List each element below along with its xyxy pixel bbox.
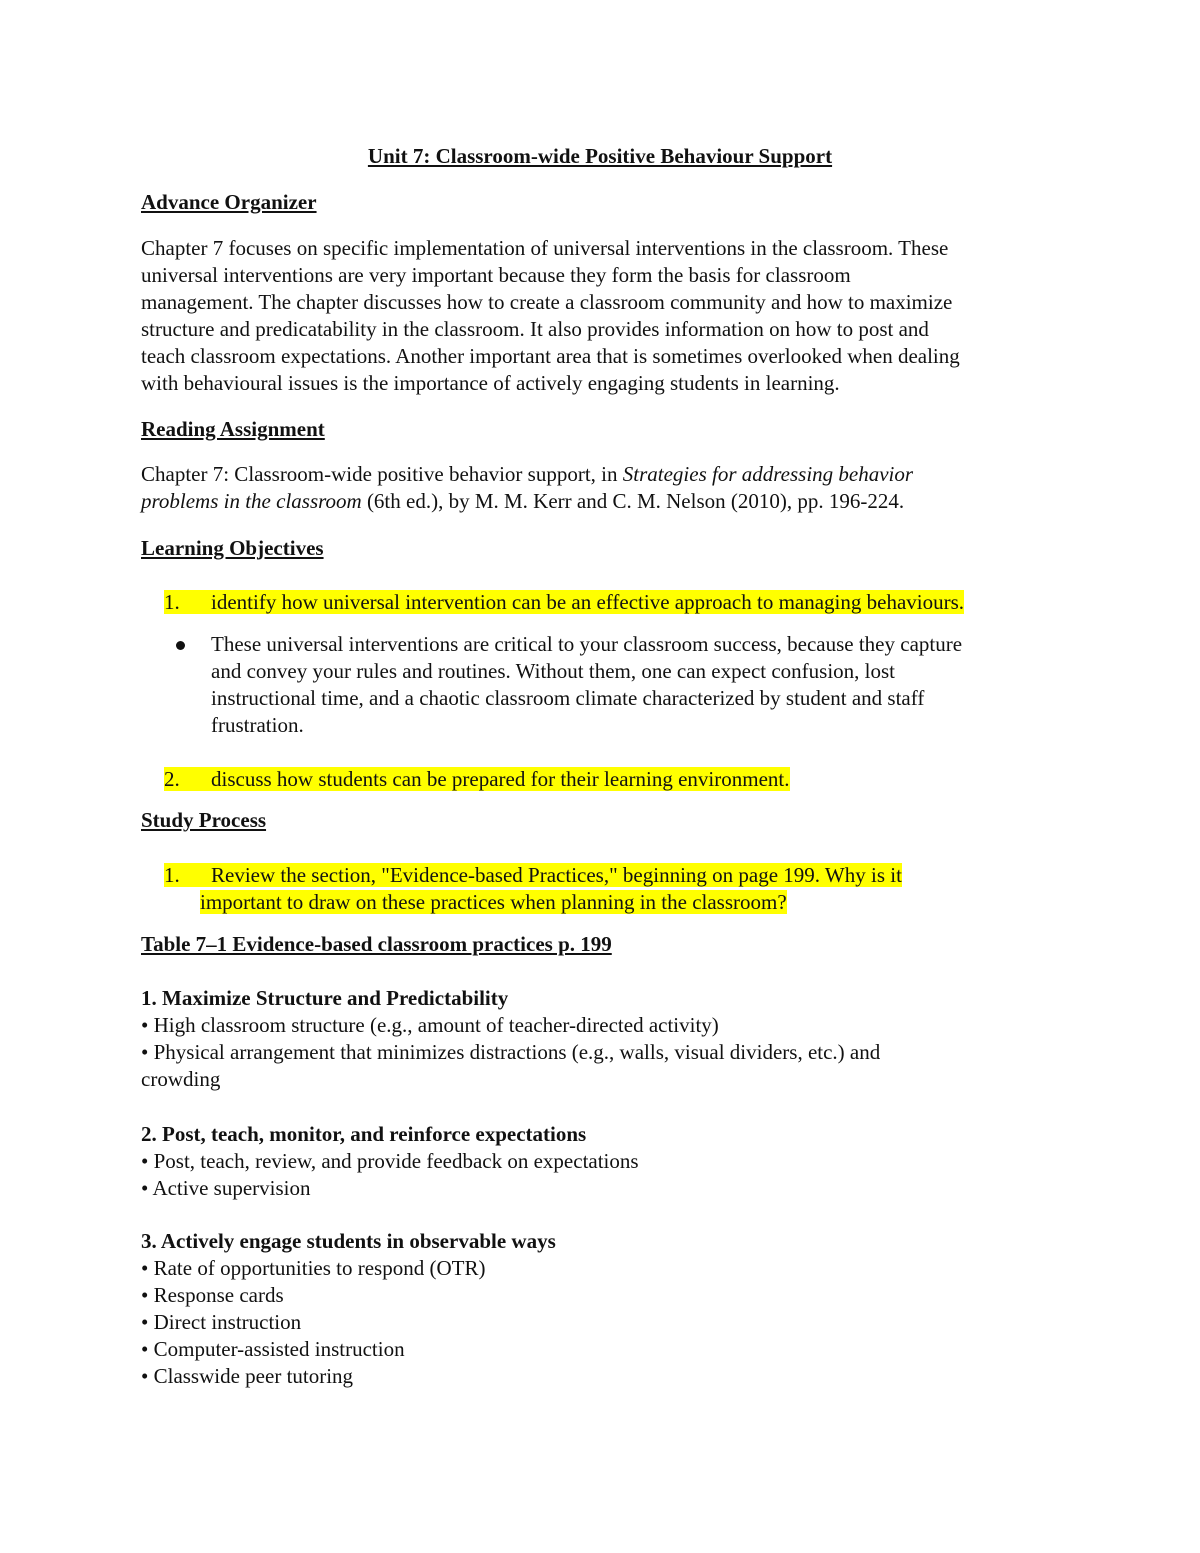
objective-number: 1. — [164, 590, 180, 614]
section-line: • Physical arrangement that minimizes distractions (e.g., walls, visual dividers, etc.) and — [141, 1040, 881, 1064]
paragraph-line: universal interventions are very important because they form the basis for classroom — [141, 263, 851, 287]
section-line: • Classwide peer tutoring — [141, 1364, 354, 1388]
reading-assignment-heading: Reading Assignment — [141, 417, 325, 441]
paragraph-line: with behavioural issues is the importance of actively engaging students in learning. — [141, 371, 840, 395]
section-line: • Post, teach, review, and provide feedback on expectations — [141, 1149, 639, 1173]
section-line: • Rate of opportunities to respond (OTR) — [141, 1256, 486, 1280]
reading-line-1 — [141, 461, 1071, 488]
advance-organizer-heading: Advance Organizer — [141, 190, 317, 214]
bullet-line: These universal interventions are critical to your classroom success, because they capture — [211, 632, 963, 656]
section-line: crowding — [141, 1067, 221, 1091]
learning-objectives-heading: Learning Objectives — [141, 536, 324, 560]
bullet-dot-icon — [176, 641, 185, 650]
bullet-line: frustration. — [211, 713, 304, 737]
study-item-1 — [164, 862, 1064, 916]
objective-item-1 — [164, 589, 1064, 616]
section-title: 2. Post, teach, monitor, and reinforce expectations — [141, 1122, 587, 1146]
objective-text: identify how universal intervention can be an effective approach to managing behaviours. — [211, 590, 965, 614]
paragraph-line: structure and predicatability in the classroom. It also provides information on how to post and — [141, 317, 929, 341]
section-title: 3. Actively engage students in observable ways — [141, 1229, 556, 1253]
reading-line-2 — [141, 488, 1071, 515]
page-title: Unit 7: Classroom-wide Positive Behaviour Support — [367, 144, 833, 168]
objective-text: discuss how students can be prepared for their learning environment. — [211, 767, 790, 791]
reading-prefix: Chapter 7: Classroom-wide positive behavior support, in — [141, 462, 623, 486]
section-line: • Response cards — [141, 1283, 284, 1307]
study-text-line-2: important to draw on these practices when planning in the classroom? — [200, 890, 787, 914]
paragraph-line: Chapter 7 focuses on specific implementation of universal interventions in the classroom. These — [141, 236, 949, 260]
study-number: 1. — [164, 863, 180, 887]
objective-item-2 — [164, 766, 1064, 793]
bullet-line: and convey your rules and routines. Without them, one can expect confusion, lost — [211, 659, 896, 683]
paragraph-line: teach classroom expectations. Another important area that is sometimes overlooked when dealing — [141, 344, 960, 368]
book-title-part-2: problems in the classroom — [141, 489, 362, 513]
table-section-3 — [141, 1228, 1071, 1390]
section-line: • Direct instruction — [141, 1310, 302, 1334]
study-text-line-1: Review the section, "Evidence-based Practices," beginning on page 199. Why is it — [211, 863, 902, 887]
section-title: 1. Maximize Structure and Predictability — [141, 986, 509, 1010]
reading-suffix: (6th ed.), by M. M. Kerr and C. M. Nelson (2010), pp. 196-224. — [361, 489, 905, 513]
table-section-1 — [141, 985, 1071, 1093]
section-line: • Active supervision — [141, 1176, 311, 1200]
section-line: • Computer-assisted instruction — [141, 1337, 405, 1361]
book-title-part-1: Strategies for addressing behavior — [622, 462, 914, 486]
advance-organizer-paragraph — [141, 235, 1071, 397]
section-line: • High classroom structure (e.g., amount of teacher-directed activity) — [141, 1013, 719, 1037]
table-heading: Table 7–1 Evidence-based classroom practices p. 199 — [141, 932, 612, 956]
paragraph-line: management. The chapter discusses how to create a classroom community and how to maximize — [141, 290, 953, 314]
study-process-heading: Study Process — [141, 808, 267, 832]
table-section-2 — [141, 1121, 1071, 1202]
reading-assignment-paragraph — [141, 461, 1071, 515]
objective-number: 2. — [164, 767, 180, 791]
objective-bullet-text — [211, 631, 1071, 739]
bullet-line: instructional time, and a chaotic classroom climate characterized by student and staff — [211, 686, 925, 710]
